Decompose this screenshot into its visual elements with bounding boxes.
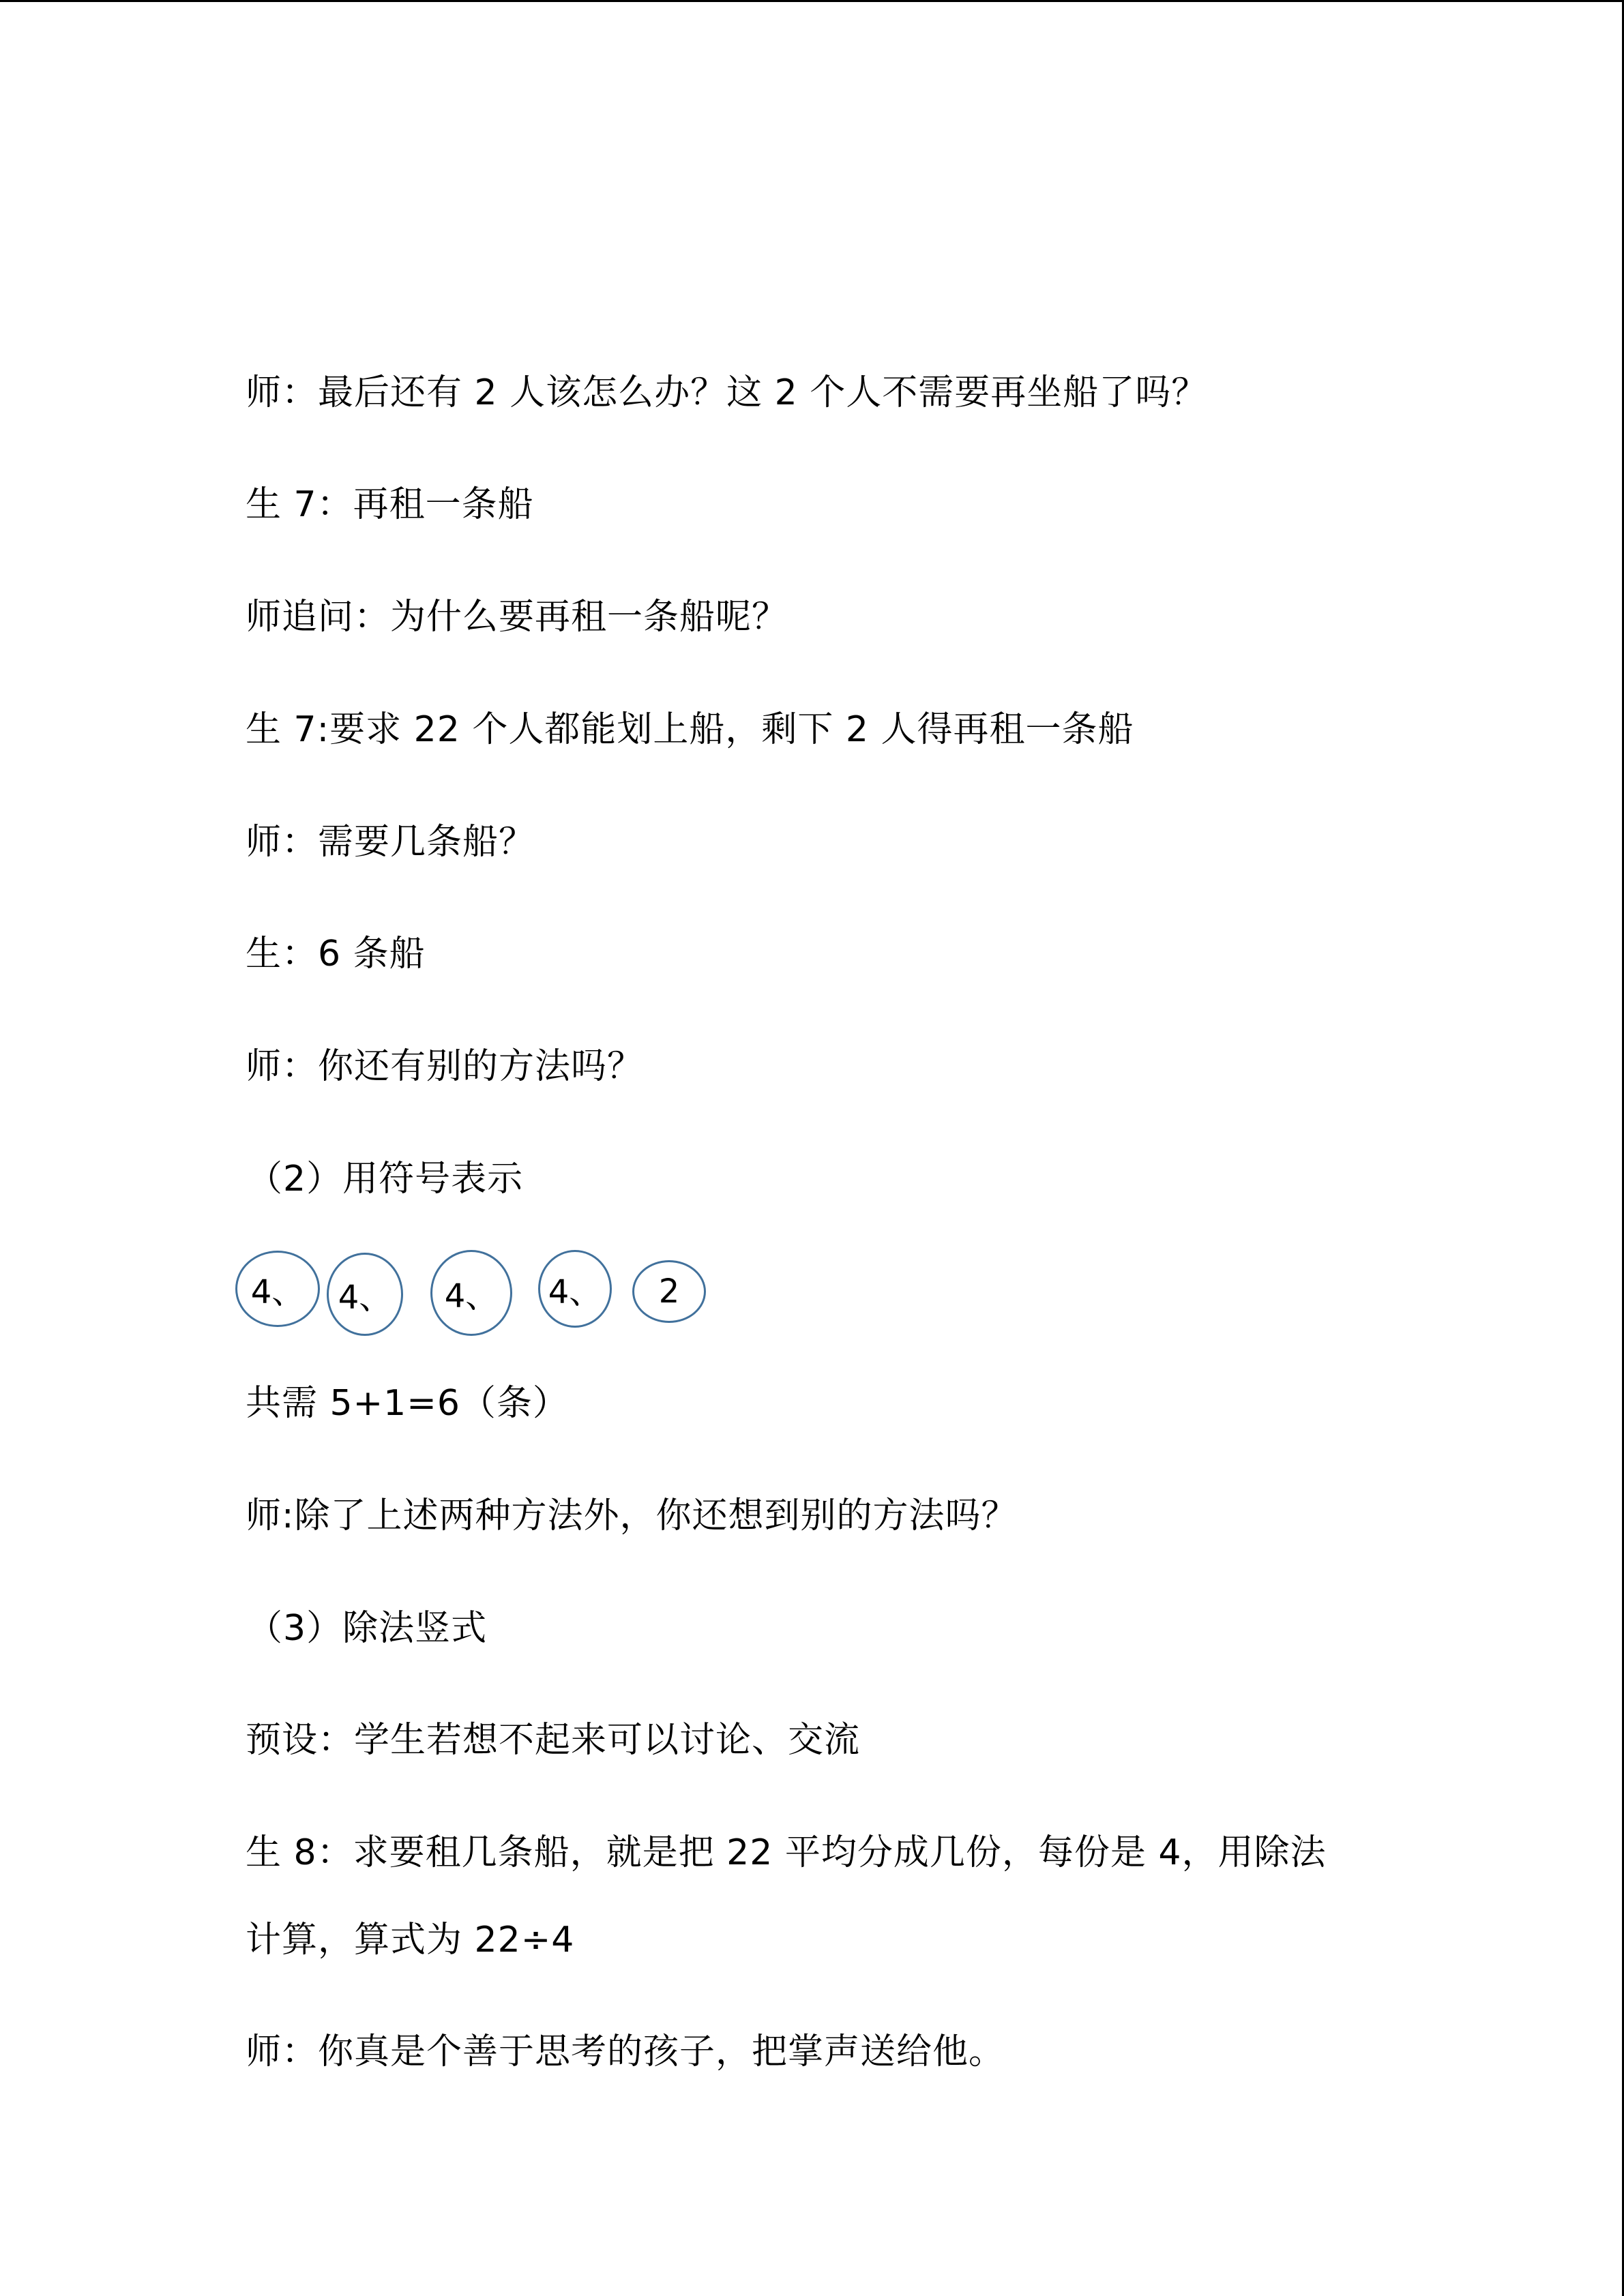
section-heading-division: （3）除法竖式 <box>247 1608 488 1649</box>
circle-group-2: 4、 <box>327 1253 403 1336</box>
dialogue-line-7: 师：你还有别的方法吗？ <box>246 1046 644 1087</box>
dialogue-line-11: 预设：学生若想不起来可以讨论、交流 <box>246 1720 861 1761</box>
dialogue-line-3: 师追问：为什么要再租一条船呢？ <box>246 597 788 638</box>
dialogue-line-9: 师:除了上述两种方法外，你还想到别的方法吗？ <box>246 1495 1018 1536</box>
dialogue-line-1: 师：最后还有 2 人该怎么办？这 2 个人不需要再坐船了吗？ <box>246 372 1208 413</box>
dialogue-line-12-cont: 计算，算式为 22÷4 <box>246 1920 575 1960</box>
dialogue-line-13: 师：你真是个善于思考的孩子，把掌声送给他。 <box>246 2031 1005 2072</box>
total-boats-line: 共需 5+1=6（条） <box>246 1383 569 1424</box>
section-heading-symbols: （2）用符号表示 <box>247 1159 524 1199</box>
dialogue-line-6: 生：6 条船 <box>246 934 426 974</box>
dialogue-line-2: 生 7：再租一条船 <box>246 484 534 525</box>
circle-group-4: 4、 <box>538 1250 612 1328</box>
circle-group-1: 4、 <box>235 1251 320 1327</box>
dialogue-line-4: 生 7:要求 22 个人都能划上船，剩下 2 人得再租一条船 <box>246 709 1134 750</box>
circle-remainder: 2 <box>632 1260 706 1323</box>
dialogue-line-12: 生 8：求要租几条船，就是把 22 平均分成几份，每份是 4，用除法 <box>246 1832 1327 1873</box>
circle-group-3: 4、 <box>430 1250 512 1336</box>
dialogue-line-5: 师：需要几条船？ <box>246 822 535 863</box>
